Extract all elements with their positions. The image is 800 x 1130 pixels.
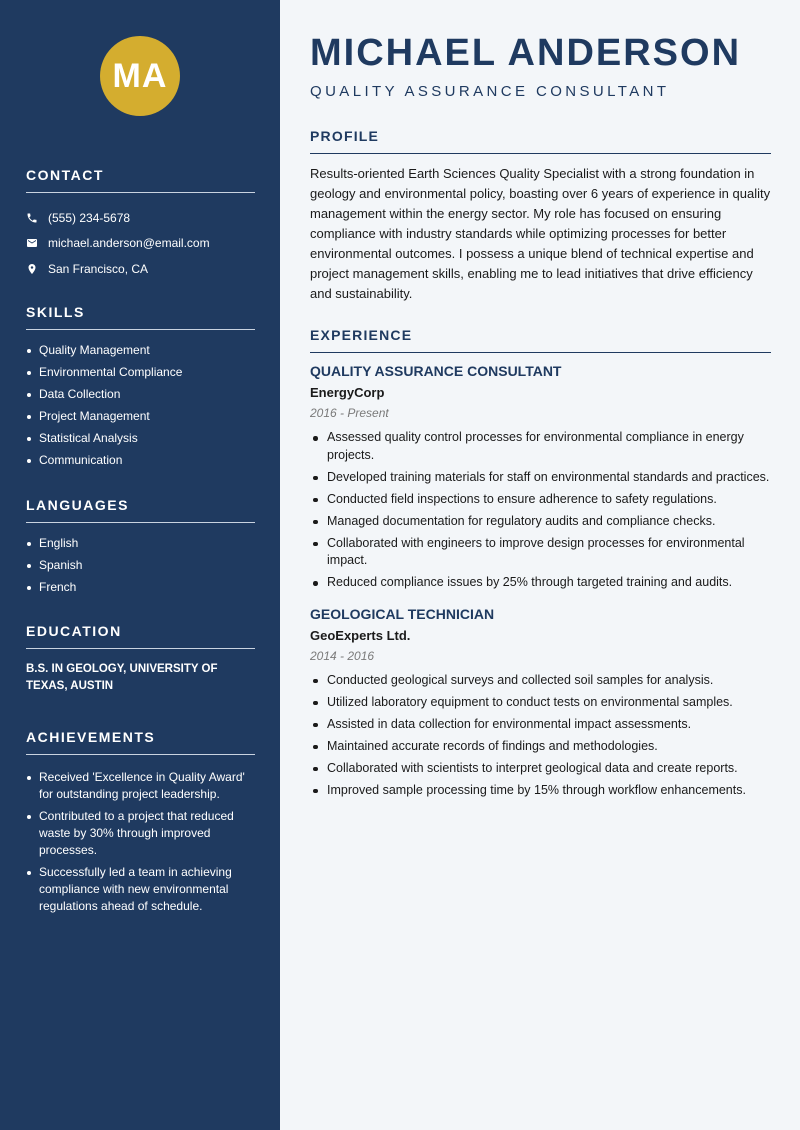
job-title: GEOLOGICAL TECHNICIAN <box>310 605 495 622</box>
languages-section <box>26 497 255 601</box>
contact-email <box>26 231 255 257</box>
list-item: Contributed to a project that reduced waste by 30% through improved processes. <box>26 808 255 859</box>
list-item: English <box>26 535 255 552</box>
list-item: Collaborated with scientists to interpret geological data and create reports. <box>310 760 771 778</box>
profile-section <box>310 128 771 304</box>
list-item: Quality Management <box>26 342 255 359</box>
skills-heading: SKILLS <box>26 304 255 330</box>
list-item: Conducted geological surveys and collected soil samples for analysis. <box>310 672 771 690</box>
sidebar <box>0 0 280 1130</box>
achievements-list <box>26 769 255 915</box>
list-item: Assessed quality control processes for environmental compliance in energy projects. <box>310 429 771 464</box>
list-item: Spanish <box>26 557 255 574</box>
contact-location <box>26 256 255 282</box>
avatar-initials: MA <box>112 56 168 95</box>
list-item: French <box>26 579 255 596</box>
location-text: San Francisco, CA <box>48 261 149 276</box>
list-item: Collaborated with engineers to improve design processes for environmental impact. <box>310 535 771 570</box>
list-item: Assisted in data collection for environmental impact assessments. <box>310 716 771 734</box>
list-item: Reduced compliance issues by 25% through targeted training and audits. <box>310 574 771 592</box>
list-item: Data Collection <box>26 386 255 403</box>
list-item: Successfully led a team in achieving compliance with new environmental regulations ahead of schedule. <box>26 864 255 915</box>
avatar <box>100 36 180 116</box>
list-item: Conducted field inspections to ensure adherence to safety regulations. <box>310 491 771 509</box>
achievements-heading: ACHIEVEMENTS <box>26 729 255 755</box>
experience-section <box>310 327 771 813</box>
list-item: Improved sample processing time by 15% through workflow enhancements. <box>310 782 771 800</box>
candidate-title: QUALITY ASSURANCE CONSULTANT <box>310 83 670 100</box>
experience-heading: EXPERIENCE <box>310 327 771 353</box>
skills-list <box>26 342 255 469</box>
list-item: Communication <box>26 452 255 469</box>
education-degree: B.S. IN GEOLOGY, UNIVERSITY OF TEXAS, AUSTIN <box>26 663 218 692</box>
skills-section <box>26 304 255 474</box>
location-pin-icon <box>26 263 48 275</box>
email-icon <box>26 237 48 249</box>
job-dates: 2014 - 2016 <box>310 648 375 663</box>
candidate-name: MICHAEL ANDERSON <box>310 32 742 74</box>
list-item: Developed training materials for staff on environmental standards and practices. <box>310 469 771 487</box>
list-item: Project Management <box>26 408 255 425</box>
job-title: QUALITY ASSURANCE CONSULTANT <box>310 363 562 379</box>
job-entry <box>310 606 771 800</box>
contact-heading: CONTACT <box>26 167 255 193</box>
list-item: Maintained accurate records of findings and methodologies. <box>310 738 771 756</box>
list-item: Managed documentation for regulatory audits and compliance checks. <box>310 513 771 531</box>
contact-section <box>26 167 255 282</box>
languages-heading: LANGUAGES <box>26 497 255 523</box>
phone-icon <box>26 212 48 224</box>
profile-heading: PROFILE <box>310 128 771 154</box>
job-entry <box>310 363 771 592</box>
job-bullets <box>310 672 771 800</box>
list-item: Statistical Analysis <box>26 430 255 447</box>
list-item: Environmental Compliance <box>26 364 255 381</box>
education-section <box>26 623 255 695</box>
job-company: EnergyCorp <box>310 385 385 400</box>
list-item: Received 'Excellence in Quality Award' for outstanding project leadership. <box>26 769 255 803</box>
job-company: GeoExperts Ltd. <box>310 627 411 643</box>
job-dates: 2016 - Present <box>310 406 389 420</box>
languages-list <box>26 535 255 596</box>
achievements-section <box>26 729 255 920</box>
contact-phone <box>26 205 255 231</box>
phone-text: (555) 234-5678 <box>48 210 131 225</box>
email-text: michael.anderson@email.com <box>48 236 210 251</box>
education-heading: EDUCATION <box>26 623 255 649</box>
profile-text: Results-oriented Earth Sciences Quality Specialist with a strong foundation in geology and environmental policy, boasting over 6 years of experience in quality management within the energy sector. My role has focused on ensuring compliance with industry standards while optimizing processes for better environmental outcomes. I possess a unique blend of technical expertise and project management skills, enabling me to lead initiatives that drive efficiency and sustainability. <box>310 166 771 301</box>
job-bullets <box>310 429 771 592</box>
list-item: Utilized laboratory equipment to conduct tests on environmental samples. <box>310 694 771 712</box>
